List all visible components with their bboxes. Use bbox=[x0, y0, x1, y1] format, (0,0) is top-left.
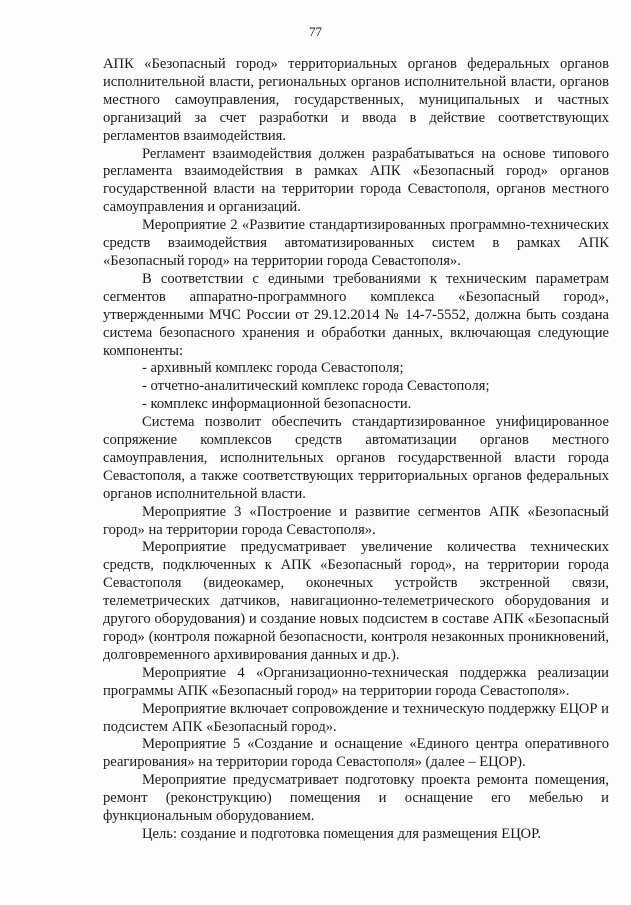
paragraph: Регламент взаимодействия должен разрабатываться на основе типового регламента взаимодействия в рамках АПК «Безопасный город» органов государственной власти на территории города Севастополя, органов местного самоуправления и организаций. bbox=[103, 145, 609, 216]
list-item: - архивный комплекс города Севастополя; bbox=[142, 360, 404, 377]
paragraph: АПК «Безопасный город» территориальных органов федеральных органов исполнительной власти, региональных органов исполнительной власти, органов местного самоуправления, государственных, муниципальных и частных организаций за счет разработки и ввода в действие соответствующих регламентов взаимодействия. bbox=[103, 56, 609, 144]
paragraph: Мероприятие 3 «Построение и развитие сегментов АПК «Безопасный город» на территории города Севастополя». bbox=[103, 503, 609, 538]
paragraph: Цель: создание и подготовка помещения для размещения ЕЦОР. bbox=[142, 825, 542, 842]
paragraph: Мероприятие 5 «Создание и оснащение «Единого центра оперативного реагирования» на территории города Севастополя» (далее – ЕЦОР). bbox=[103, 736, 609, 771]
paragraph: Мероприятие 2 «Развитие стандартизированных программно-технических средств взаимодействия автоматизированных систем в рамках АПК «Безопасный город» на территории города Севастополя». bbox=[103, 217, 609, 269]
list-item: - комплекс информационной безопасности. bbox=[142, 396, 412, 413]
document-body bbox=[103, 56, 609, 844]
paragraph: Мероприятие 4 «Организационно-техническая поддержка реализации программы АПК «Безопасный город» на территории города Севастополя». bbox=[103, 664, 609, 699]
paragraph: Мероприятие включает сопровождение и техническую поддержку ЕЦОР и подсистем АПК «Безопасный город». bbox=[103, 700, 609, 735]
paragraph: Мероприятие предусматривает увеличение количества технических средств, подключенных к АПК «Безопасный город», на территории города Севастополя (видеокамер, оконечных устройств экстренной связи, телеметрических датчиков, навигационно-телеметрического оборудования и другого оборудования) и создание новых подсистем в составе АПК «Безопасный город» (контроля пожарной безопасности, контроля незаконных проникновений, долговременного архивирования данных и др.). bbox=[103, 539, 609, 663]
paragraph: Мероприятие предусматривает подготовку проекта ремонта помещения, ремонт (реконструкцию) помещения и оснащение его мебелью и функциональным оборудованием. bbox=[103, 772, 609, 825]
paragraph: Система позволит обеспечить стандартизированное унифицированное сопряжение комплексов средств автоматизации органов местного самоуправления, исполнительных органов государственной власти города Севастополя, а также соответствующих территориальных органов федеральных органов исполнительной власти. bbox=[103, 414, 609, 502]
list-item: - отчетно-аналитический комплекс города Севастополя; bbox=[142, 378, 490, 395]
page-number: 77 bbox=[309, 24, 322, 39]
paragraph: В соответствии с едиными требованиями к техническим параметрам сегментов аппаратно-программного комплекса «Безопасный город», утвержденными МЧС России от 29.12.2014 № 14-7-5552, должна быть создана система безопасного хранения и обработки данных, включающая следующие компоненты: bbox=[103, 270, 609, 359]
